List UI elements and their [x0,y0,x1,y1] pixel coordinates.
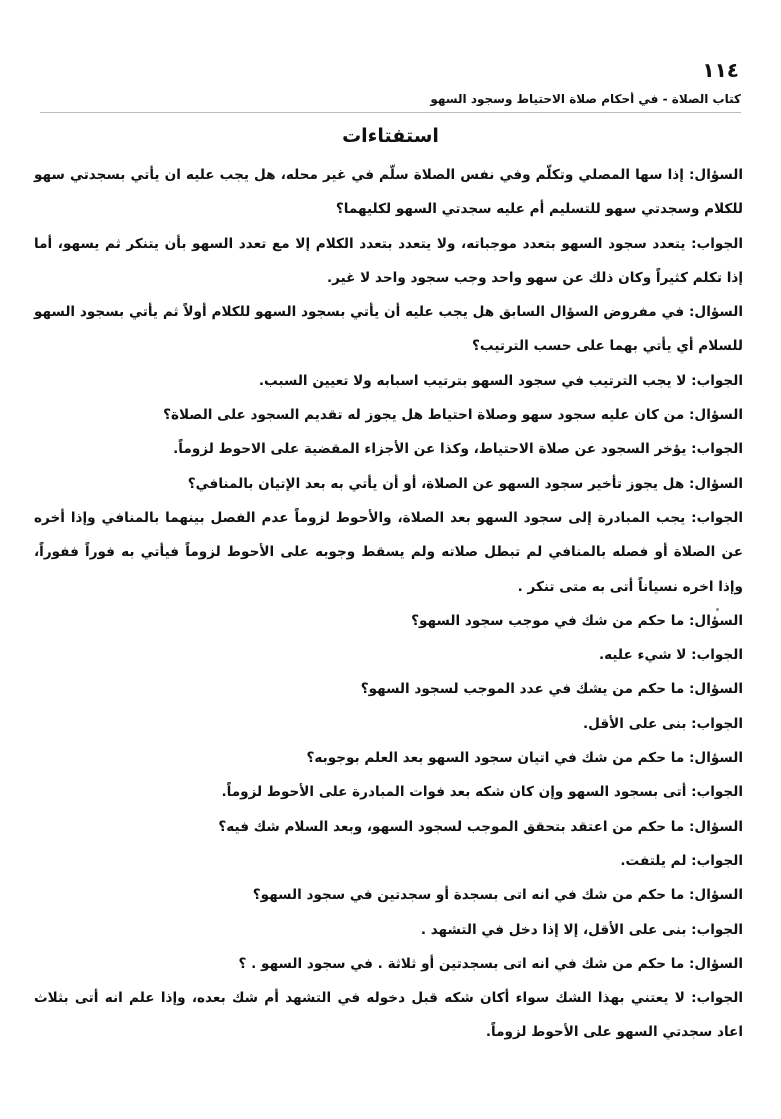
header-divider [40,112,741,113]
question-paragraph: السؤال: ما حكم من شك في انه اتى بسجدتين أو ثلاثة . في سجود السهو . ؟ [238,955,743,972]
question-paragraph: السؤال: في مفروض السؤال السابق هل يجب عليه أن يأتي بسجود السهو للكلام أولاً ثم يأتي بسجود السهو للسلام أي يأتي بهما على حسب الترتيب؟ [34,304,743,355]
answer-paragraph: الجواب: يجب المبادرة إلى سجود السهو بعد الصلاة، والأحوط لزوماً عدم الفصل بينهما بالمنافي وإذا أخره عن الصلاة أو فصله بالمنافي لم تبطل صلاته ولم يسقط وجوبه على الأحوط لزوماً فيأتي به فوراً ففوراً، وإذا اخره نسياناً أتى به متى تنكر . [34,509,743,595]
answer-paragraph: الجواب: بنى على الأقل، إلا إذا دخل في التشهد . [420,921,743,938]
answer-paragraph: الجواب: يتعدد سجود السهو بتعدد موجباته، ولا يتعدد بتعدد الكلام إلا مع تعدد السهو بأن يتنكر ثم يسهو، أما إذا تكلم كثيراً وكان ذلك عن سهو واحد وجب سجود واحد لا غير. [34,235,743,286]
answer-paragraph: الجواب: لا يجب الترتيب في سجود السهو بترتيب اسبابه ولا تعيين السبب. [258,372,743,389]
section-title: استفتاءات [342,125,439,147]
question-paragraph: السؤال: ما حكم من شك في انه اتى بسجدة أو سجدتين في سجود السهو؟ [252,887,743,904]
question-paragraph: السؤال: ما حكم من شك في موجب سجود السهو؟ [411,612,743,629]
question-paragraph: السؤال: إذا سها المصلي وتكلّم وفي نفس الصلاة سلّم في غير محله، هل يجب عليه ان يأتي بسجدتي سهو للكلام وسجدتي سهو للتسليم أم عليه سجدتي السهو لكليهما؟ [34,167,743,218]
question-paragraph: السؤال: ما حكم من يشك في عدد الموجب لسجود السهو؟ [360,681,743,698]
answer-paragraph: الجواب: بنى على الأقل. [582,715,743,732]
answer-paragraph: الجواب: لا شيء عليه. [598,647,743,664]
question-paragraph: السؤال: من كان عليه سجود سهو وصلاة احتياط هل يجوز له تقديم السجود على الصلاة؟ [163,407,743,424]
answer-paragraph: الجواب: أتى بسجود السهو وإن كان شكه بعد فوات المبادرة على الأحوط لزوماً. [221,784,743,801]
answer-paragraph: الجواب: لم يلتفت. [620,852,743,869]
question-paragraph: السؤال: ما حكم من شك في اتيان سجود السهو بعد العلم بوجوبه؟ [306,750,743,767]
question-paragraph: السؤال: هل يجوز تأخير سجود السهو عن الصلاة، أو أن يأتي به بعد الإتيان بالمنافي؟ [187,475,743,492]
qa-content [34,158,743,1050]
answer-paragraph: الجواب: لا يعتني بهذا الشك سواء أكان شكه قبل دخوله في التشهد أم شك بعده، وإذا علم انه أتى بثلاث اعاد سجدتي السهو على الأحوط لزوماً. [34,990,743,1041]
running-header: كتاب الصلاة - في أحكام صلاة الاحتياط وسجود السهو [430,92,741,106]
question-paragraph: السؤال: ما حكم من اعتقد بتحقق الموجب لسجود السهو، وبعد السلام شك فيه؟ [218,818,743,835]
scan-speck [716,608,719,611]
page-number: ١١٤ [702,58,739,82]
answer-paragraph: الجواب: يؤخر السجود عن صلاة الاحتياط، وكذا عن الأجزاء المقضية على الاحوط لزوماً. [173,441,743,458]
